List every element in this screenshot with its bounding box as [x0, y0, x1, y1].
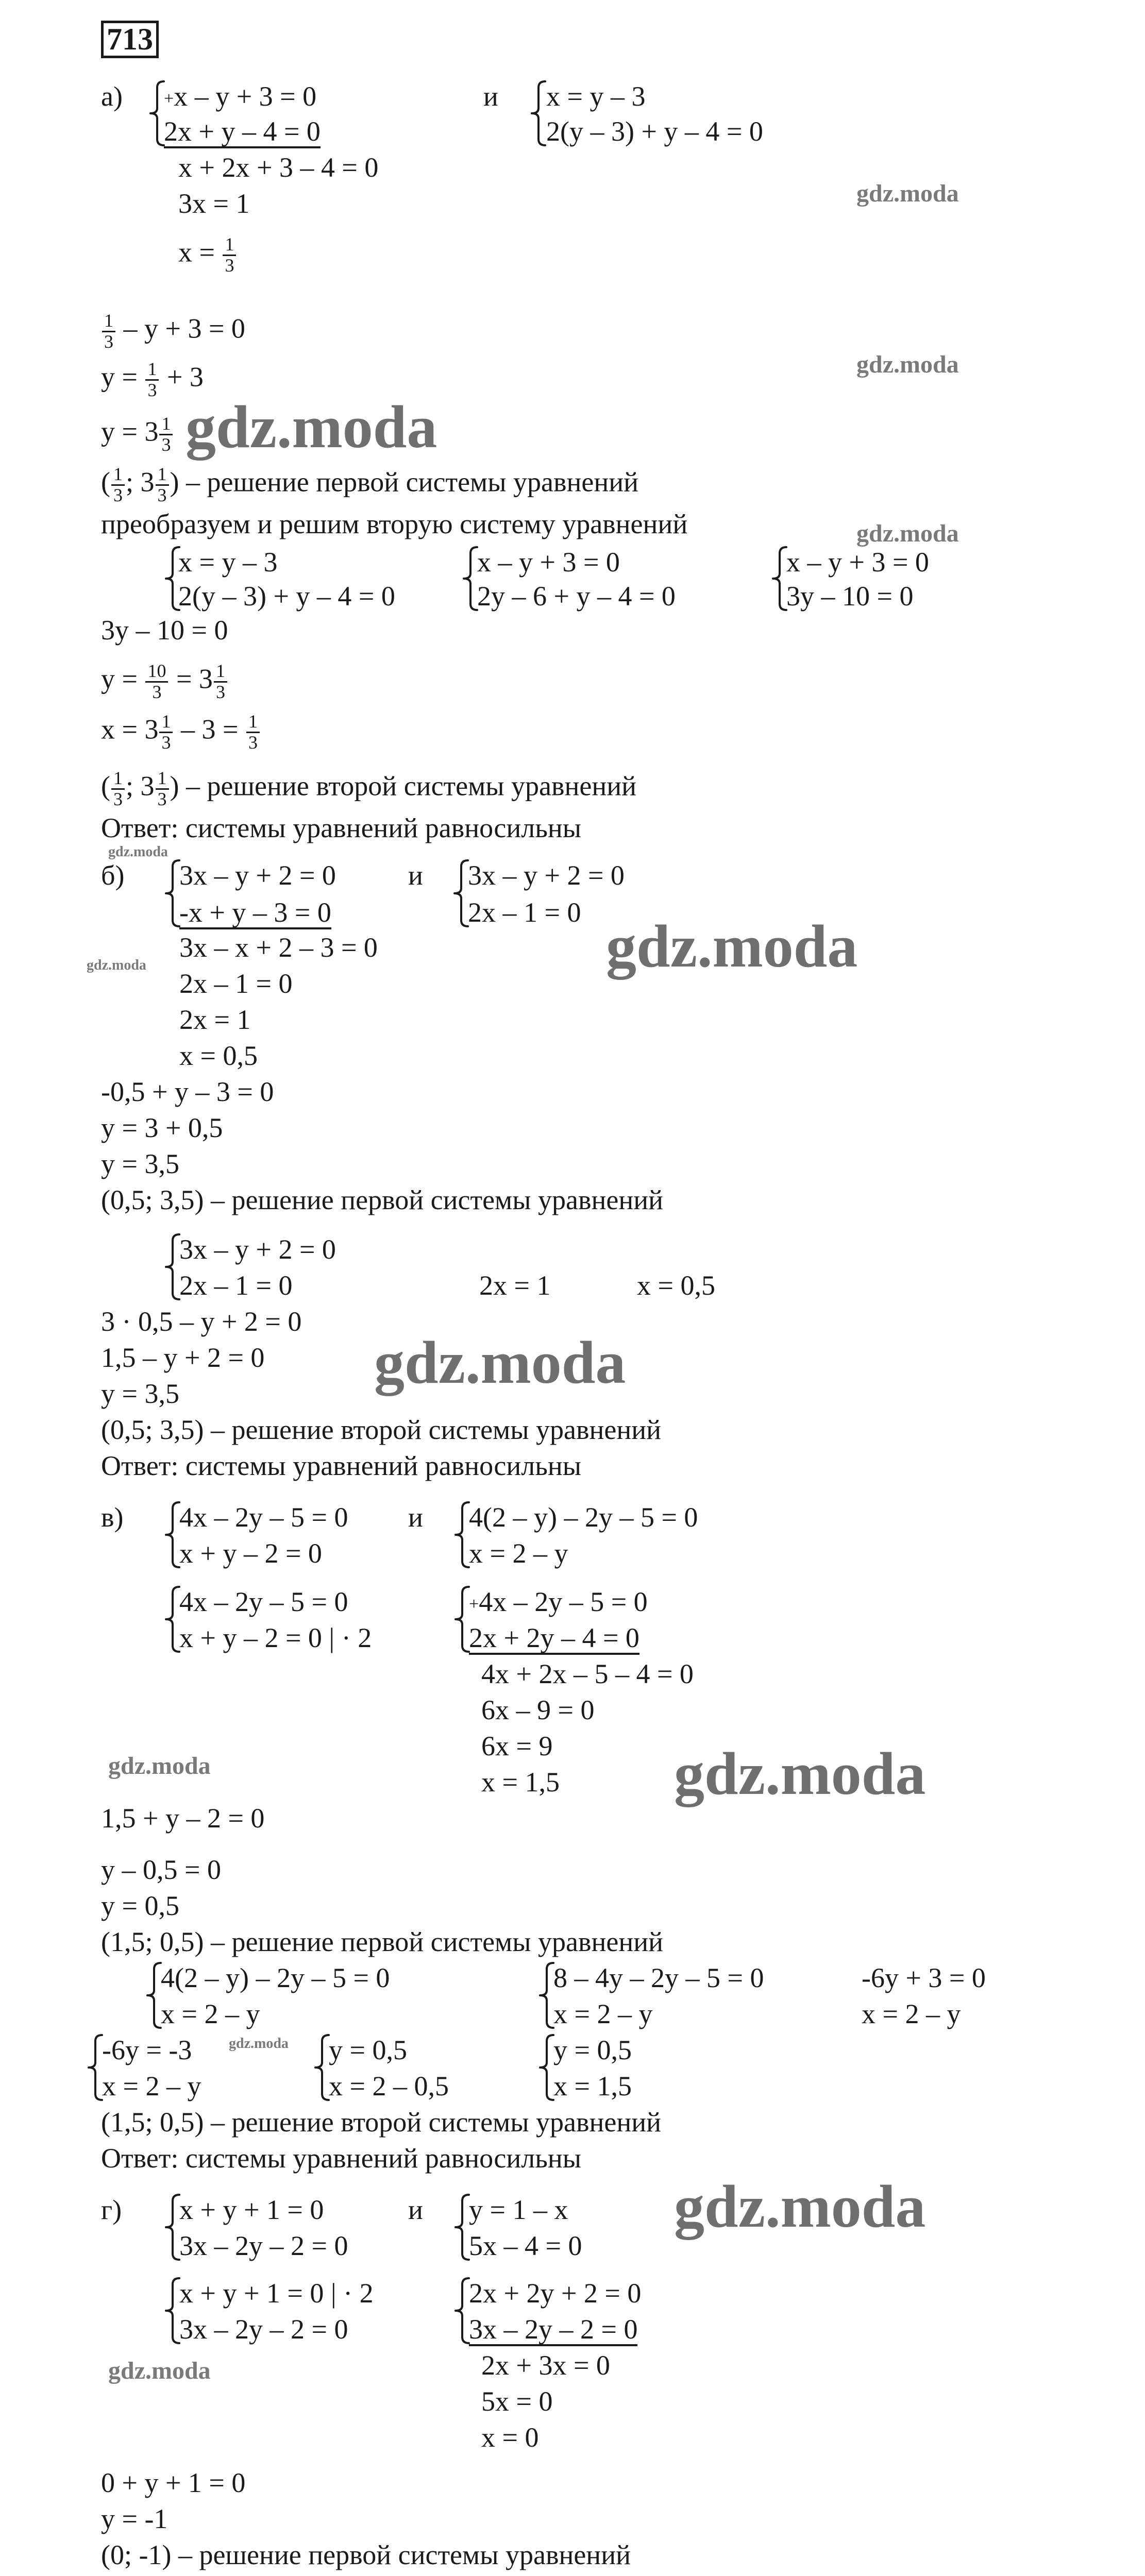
math-line: y = 0,5	[101, 1890, 179, 1921]
system-brace	[314, 2034, 330, 2101]
fraction: $\frac{1}{3}$	[156, 769, 169, 809]
system-equation: x = y – 3	[546, 81, 646, 112]
fraction: $\frac{1}{3}$	[159, 712, 173, 753]
system-equation: 8 – 4y – 2y – 5 = 0	[553, 1962, 764, 1993]
system-equation: y = 0,5	[553, 2035, 632, 2065]
watermark: gdz.moda	[186, 393, 437, 461]
solution-line: (0,5; 3,5) – решение первой системы уравнений	[101, 1184, 664, 1215]
answer-line: Ответ: системы уравнений равносильны	[101, 2143, 582, 2174]
watermark: gdz.moda	[108, 844, 168, 860]
system-equation: 2x – 1 = 0	[179, 1270, 293, 1301]
math-line: y – 0,5 = 0	[101, 1854, 221, 1885]
math-line: 5x = 0	[481, 2386, 553, 2417]
system-brace	[454, 1501, 470, 1568]
solution-line: ( $\frac{1}{3}$ ; 3 $\frac{1}{3}$ ) – решение первой системы уравнений	[101, 464, 639, 505]
conjunction: и	[408, 1502, 423, 1533]
math-line: 6x = 9	[481, 1731, 553, 1761]
system-brace	[454, 2277, 470, 2344]
math-line: 3 · 0,5 – y + 2 = 0	[101, 1306, 302, 1337]
system-brace	[165, 1586, 180, 1653]
system-equation: x + y – 2 = 0	[179, 1538, 322, 1569]
system-equation: x = 1,5	[553, 2071, 632, 2102]
solution-line: (1,5; 0,5) – решение второй системы уравнений	[101, 2107, 662, 2138]
watermark: gdz.moda	[108, 1752, 211, 1780]
fraction: $\frac{1}{3}$	[223, 235, 236, 276]
part-label: в)	[101, 1502, 124, 1533]
system-equation: x = 2 – y	[553, 1998, 653, 2029]
math-line: y = $\frac{1}{3}$ + 3	[101, 359, 204, 400]
math-line: 3x = 1	[178, 188, 250, 219]
system-equation: 2y – 6 + y – 4 = 0	[477, 581, 676, 612]
math-line: 3x – x + 2 – 3 = 0	[179, 932, 378, 963]
system-equation: x = 2 – y	[102, 2071, 201, 2102]
fraction: $\frac{1}{3}$	[246, 712, 260, 753]
math-line: x = $\frac{1}{3}$	[178, 235, 237, 276]
math-line: x = 0	[481, 2422, 539, 2453]
system-equation: +4x – 2y – 5 = 0	[469, 1586, 648, 1617]
system-equation: 3y – 10 = 0	[786, 581, 914, 612]
math-line: y = $\frac{10}{3}$ = 3 $\frac{1}{3}$	[101, 662, 228, 702]
system-equation: x – y + 3 = 0	[786, 547, 929, 578]
conjunction: и	[483, 81, 498, 112]
system-brace	[453, 859, 469, 927]
math-line: y = 3 $\frac{1}{3}$	[101, 414, 174, 455]
system-brace	[165, 859, 180, 927]
system-brace	[149, 80, 165, 146]
fraction: $\frac{1}{3}$	[102, 311, 115, 352]
math-line: 1,5 – y + 2 = 0	[101, 1342, 265, 1373]
system-brace	[539, 1962, 554, 2029]
solution-line: ( $\frac{1}{3}$ ; 3 $\frac{1}{3}$ ) – решение второй системы уравнений	[101, 768, 637, 809]
system-equation: 4(2 – y) – 2y – 5 = 0	[161, 1962, 390, 1993]
system-equation: x + y – 2 = 0 | · 2	[179, 1622, 372, 1653]
watermark: gdz.moda	[856, 351, 959, 378]
fraction: $\frac{1}{3}$	[156, 465, 169, 505]
math-line: x = 0,5	[179, 1040, 258, 1071]
system-brace	[165, 1233, 180, 1300]
math-line: x + 2x + 3 – 4 = 0	[178, 152, 379, 183]
system-equation: +x – y + 3 = 0	[164, 81, 317, 112]
system-equation: x = 2 – 0,5	[329, 2071, 449, 2102]
watermark: gdz.moda	[229, 2036, 289, 2052]
system-equation: x + y + 1 = 0 | · 2	[179, 2278, 374, 2309]
math-line: 2x + 3x = 0	[481, 2350, 610, 2381]
system-equation: 3x – y + 2 = 0	[179, 1234, 336, 1265]
part-label: б)	[101, 860, 125, 891]
system-equation: 4x – 2y – 5 = 0	[179, 1586, 348, 1617]
system-equation: -6y = -3	[102, 2035, 192, 2065]
math-line: 2x = 1	[479, 1270, 551, 1301]
math-line: $\frac{1}{3}$ – y + 3 = 0	[101, 311, 245, 352]
math-line: 6x – 9 = 0	[481, 1694, 595, 1725]
system-equation: 2(y – 3) + y – 4 = 0	[546, 116, 763, 147]
fraction: $\frac{1}{3}$	[159, 414, 173, 455]
fraction: $\frac{10}{3}$	[145, 662, 168, 702]
math-line: y = 3,5	[101, 1148, 179, 1179]
solution-line: (0,5; 3,5) – решение второй системы уравнений	[101, 1414, 662, 1445]
system-equation: x = 2 – y	[469, 1538, 568, 1569]
system-brace	[454, 1586, 470, 1653]
math-line: 2x = 1	[179, 1004, 251, 1035]
watermark: gdz.moda	[606, 912, 858, 980]
system-brace	[146, 1962, 162, 2029]
system-brace	[772, 546, 787, 611]
text-line: преобразуем и решим вторую систему уравнений	[101, 509, 688, 539]
system-equation: 3x – y + 2 = 0	[468, 860, 625, 891]
solution-line: (0; -1) – решение первой системы уравнений	[101, 2539, 631, 2570]
system-equation: 2x + 2y + 2 = 0	[469, 2278, 642, 2309]
system-equation: x = 2 – y	[161, 1998, 260, 2029]
math-line: -0,5 + y – 3 = 0	[101, 1076, 274, 1107]
system-equation: -x + y – 3 = 0	[179, 899, 331, 929]
system-brace	[165, 1501, 180, 1568]
system-equation: 2x – 1 = 0	[468, 897, 581, 928]
system-brace	[165, 2194, 180, 2261]
answer-line: Ответ: системы уравнений равносильны	[101, 812, 582, 843]
watermark: gdz.moda	[108, 2357, 211, 2384]
answer-line: Ответ: системы уравнений равносильны	[101, 1450, 582, 1481]
part-label: г)	[101, 2194, 122, 2225]
watermark: gdz.moda	[374, 1329, 626, 1396]
system-equation: 5x – 4 = 0	[469, 2230, 582, 2261]
math-line: y = 3,5	[101, 1378, 179, 1409]
system-equation: 3x – y + 2 = 0	[179, 860, 336, 891]
system-equation: -6y + 3 = 0	[862, 1962, 986, 1993]
system-brace	[88, 2034, 103, 2101]
system-brace	[165, 2277, 180, 2344]
system-equation: y = 1 – x	[469, 2194, 568, 2225]
system-equation: 2x + 2y – 4 = 0	[469, 1624, 639, 1655]
math-line: x = 0,5	[637, 1270, 715, 1301]
system-equation: y = 0,5	[329, 2035, 407, 2065]
part-label: а)	[101, 81, 123, 112]
watermark: gdz.moda	[674, 1740, 926, 1807]
math-line: 0 + y + 1 = 0	[101, 2467, 246, 2498]
fraction: $\frac{1}{3}$	[145, 360, 159, 400]
math-line: x = 3 $\frac{1}{3}$ – 3 = $\frac{1}{3}$	[101, 712, 261, 753]
system-equation: 4(2 – y) – 2y – 5 = 0	[469, 1502, 698, 1533]
fraction: $\frac{1}{3}$	[111, 465, 125, 505]
system-equation: 4x – 2y – 5 = 0	[179, 1502, 348, 1533]
conjunction: и	[408, 860, 423, 891]
system-brace	[454, 2194, 470, 2261]
watermark: gdz.moda	[856, 180, 959, 207]
system-brace	[531, 80, 546, 146]
math-line: 1,5 + y – 2 = 0	[101, 1803, 265, 1834]
solution-line: (1,5; 0,5) – решение первой системы уравнений	[101, 1926, 664, 1957]
system-equation: 3x – 2y – 2 = 0	[469, 2315, 637, 2346]
math-line: 4x + 2x – 5 – 4 = 0	[481, 1658, 694, 1689]
system-equation: 3x – 2y – 2 = 0	[179, 2314, 348, 2345]
conjunction: и	[408, 2194, 423, 2225]
system-equation: x = y – 3	[178, 547, 278, 578]
system-equation: x = 2 – y	[862, 1998, 961, 2029]
watermark: gdz.moda	[674, 2173, 926, 2240]
system-equation: x – y + 3 = 0	[477, 547, 620, 578]
math-line: y = -1	[101, 2503, 168, 2534]
watermark: gdz.moda	[87, 957, 146, 973]
math-line: x = 1,5	[481, 1767, 560, 1798]
problem-number: 713	[101, 21, 159, 58]
system-equation: 3x – 2y – 2 = 0	[179, 2230, 348, 2261]
math-line: 3y – 10 = 0	[101, 615, 228, 646]
system-equation: 2(y – 3) + y – 4 = 0	[178, 581, 395, 612]
fraction: $\frac{1}{3}$	[214, 662, 227, 702]
system-equation: 2x + y – 4 = 0	[164, 117, 321, 148]
fraction: $\frac{1}{3}$	[111, 769, 125, 809]
watermark: gdz.moda	[856, 520, 959, 547]
math-line: 2x – 1 = 0	[179, 968, 293, 999]
system-brace	[539, 2034, 554, 2101]
system-brace	[463, 546, 478, 611]
math-line: y = 3 + 0,5	[101, 1112, 223, 1143]
system-equation: x + y + 1 = 0	[179, 2194, 324, 2225]
